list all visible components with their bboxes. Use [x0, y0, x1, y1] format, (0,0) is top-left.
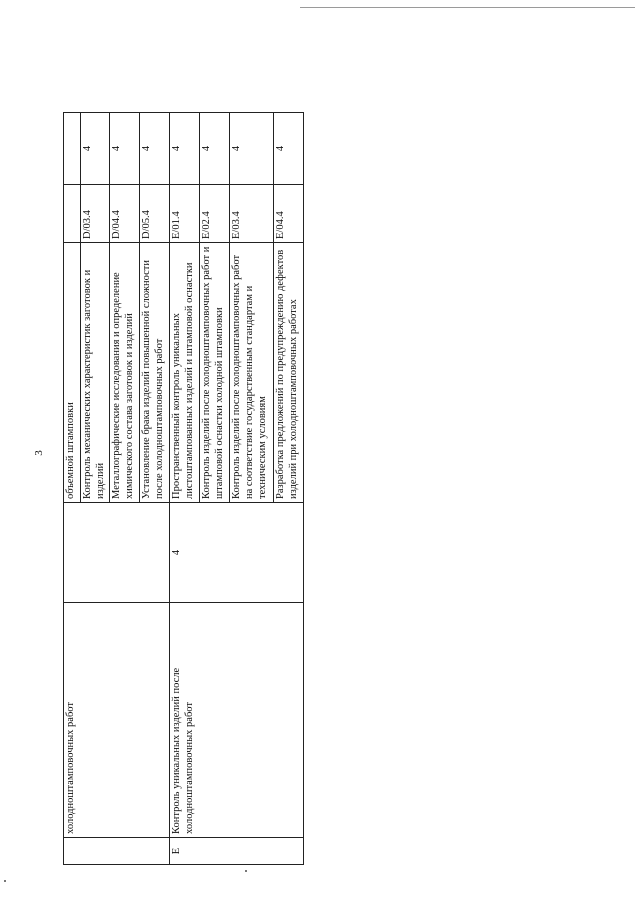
- labor-function-code-cell: D/03.4: [80, 185, 110, 243]
- labor-function-code-cell: D/05.4: [139, 185, 169, 243]
- table-row: [169, 113, 199, 865]
- labor-function-level-cell: 4: [169, 113, 199, 185]
- labor-function-name-cell: Пространственный контроль уникальных листоштампованных изделий и штамповой оснастки: [169, 243, 199, 503]
- gen-function-code-cell: [64, 838, 170, 865]
- labor-function-level-cell: 4: [80, 113, 110, 185]
- labor-function-name-cell: Контроль изделий после холодноштамповочных работ и штамповой оснастки холодной штамповки: [199, 243, 229, 503]
- gen-function-level-cell: [64, 503, 170, 603]
- scan-speck: [245, 870, 247, 872]
- page-number: 3: [33, 450, 45, 456]
- labor-function-level-cell: 4: [199, 113, 229, 185]
- gen-function-level-cell: 4: [169, 503, 303, 603]
- labor-function-code-cell: E/03.4: [229, 185, 273, 243]
- table-row: [64, 113, 81, 865]
- labor-function-code-cell: [64, 185, 81, 243]
- labor-function-name-cell: Металлографические исследования и определение химического состава заготовок и изделий: [110, 243, 140, 503]
- labor-function-level-cell: 4: [273, 113, 303, 185]
- rotated-table-wrapper: [63, 113, 304, 865]
- labor-function-name-cell: Установление брака изделий повышенной сложности после холодноштамповочных работ: [139, 243, 169, 503]
- labor-function-level-cell: [64, 113, 81, 185]
- scan-speck: [4, 880, 6, 882]
- labor-function-level-cell: 4: [229, 113, 273, 185]
- gen-function-code-cell: E: [169, 838, 303, 865]
- labor-function-level-cell: 4: [110, 113, 140, 185]
- labor-function-level-cell: 4: [139, 113, 169, 185]
- labor-function-code-cell: E/04.4: [273, 185, 303, 243]
- labor-function-name-cell: Контроль механических характеристик заготовок и изделий: [80, 243, 110, 503]
- labor-function-code-cell: D/04.4: [110, 185, 140, 243]
- scan-edge-line: [300, 7, 635, 8]
- functions-table: [63, 112, 304, 865]
- gen-function-name-cell: Контроль уникальных изделий после холодноштамповочных работ: [169, 603, 303, 838]
- gen-function-name-cell: холодноштамповочных работ: [64, 603, 170, 838]
- labor-function-name-cell: объемной штамповки: [64, 243, 81, 503]
- labor-function-name-cell: Контроль изделий после холодноштамповочных работ на соответствие государственным стандартам и техническим условиям: [229, 243, 273, 503]
- labor-function-code-cell: E/01.4: [169, 185, 199, 243]
- labor-function-code-cell: E/02.4: [199, 185, 229, 243]
- labor-function-name-cell: Разработка предложений по предупреждению дефектов изделий при холодноштамповочных работах: [273, 243, 303, 503]
